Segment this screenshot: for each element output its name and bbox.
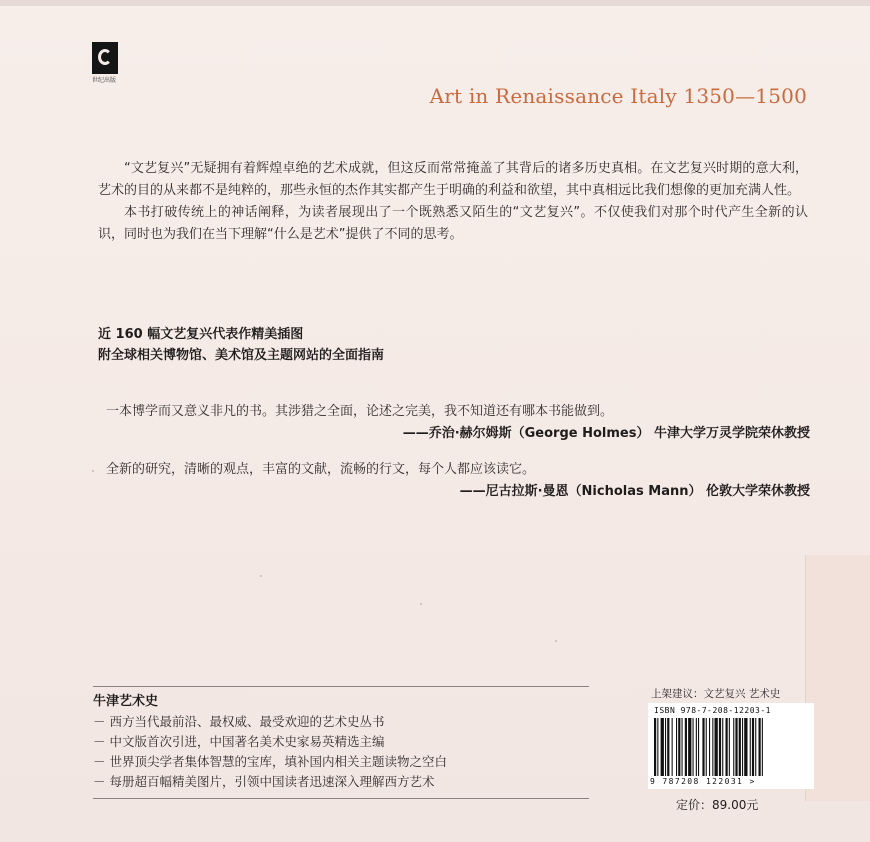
barcode-bar bbox=[735, 718, 737, 776]
barcode-icon bbox=[654, 718, 809, 776]
quote-text: 全新的研究，清晰的观点，丰富的文献，流畅的行文，每个人都应该读它。 bbox=[106, 462, 536, 477]
barcode-bar bbox=[654, 718, 656, 776]
quote-text: 一本博学而又意义非凡的书。其涉猎之全面，论述之完美，我不知道还有哪本书能做到。 bbox=[106, 404, 614, 419]
barcode-bar bbox=[712, 718, 713, 776]
series-item: － 中文版首次引进，中国著名美术史家易英精选主编 bbox=[93, 734, 385, 749]
barcode-bar bbox=[755, 718, 756, 776]
cover-flap-edge bbox=[805, 555, 870, 801]
barcode-bar bbox=[682, 718, 683, 776]
barcode-bar bbox=[729, 718, 730, 776]
series-title: 牛津艺术史 bbox=[93, 694, 159, 709]
quote-attribution: ——尼古拉斯·曼恩（Nicholas Mann） 伦敦大学荣休教授 bbox=[459, 484, 810, 499]
barcode-bar bbox=[698, 718, 699, 776]
barcode-digits: 9 787208 122031 > bbox=[650, 777, 756, 786]
barcode-bar bbox=[688, 718, 691, 776]
barcode-bar bbox=[739, 718, 741, 776]
barcode-bar bbox=[722, 718, 723, 776]
barcode-bar bbox=[706, 718, 707, 776]
barcode-bar bbox=[744, 718, 747, 776]
barcode-bar bbox=[685, 718, 687, 776]
review-quote-2 bbox=[98, 459, 810, 503]
feature-2: 附全球相关博物馆、美术馆及主题网站的全面指南 bbox=[98, 348, 385, 363]
barcode-bar bbox=[719, 718, 721, 776]
feature-1: 近 160 幅文艺复兴代表作精美插图 bbox=[98, 327, 304, 342]
barcode-bar bbox=[762, 718, 763, 776]
barcode-bar bbox=[709, 718, 710, 776]
barcode-bar bbox=[715, 718, 718, 776]
barcode-bar bbox=[742, 718, 743, 776]
intro-paragraph-2: 本书打破传统上的神话阐释，为读者展现出了一个既熟悉又陌生的“文艺复兴”。不仅使我们对那个时代产生全新的认识，同时也为我们在当下理解“什么是艺术”提供了不同的思考。 bbox=[98, 205, 808, 242]
barcode-bar bbox=[667, 718, 669, 776]
price: 定价：89.00元 bbox=[676, 798, 759, 812]
top-strip bbox=[0, 0, 870, 6]
barcode-bar bbox=[693, 718, 694, 776]
publisher-logo-icon bbox=[92, 42, 118, 74]
barcode-bar bbox=[752, 718, 754, 776]
barcode-bar bbox=[657, 718, 658, 776]
series-item: － 西方当代最前沿、最权威、最受欢迎的艺术史丛书 bbox=[93, 714, 385, 729]
barcode-bar bbox=[733, 718, 734, 776]
quote-attribution: ——乔治·赫尔姆斯（George Holmes） 牛津大学万灵学院荣休教授 bbox=[402, 426, 810, 441]
paper-speck bbox=[555, 640, 557, 642]
book-title: Art in Renaissance Italy 1350—1500 bbox=[429, 84, 807, 108]
series-item: － 世界顶尖学者集体智慧的宝库，填补国内相关主题读物之空白 bbox=[93, 754, 447, 769]
paper-speck bbox=[420, 603, 422, 605]
intro-text bbox=[98, 158, 808, 246]
barcode-bar bbox=[661, 718, 664, 776]
barcode-bar bbox=[702, 718, 704, 776]
shelf-suggestion: 上架建议：文艺复兴 艺术史 bbox=[651, 688, 781, 700]
barcode-bar bbox=[696, 718, 697, 776]
review-quote-1 bbox=[98, 401, 810, 445]
isbn-text: ISBN 978-7-208-12203-1 bbox=[654, 706, 771, 715]
publisher-logo-text: 世纪出版 bbox=[92, 77, 117, 84]
barcode-bar bbox=[672, 718, 673, 776]
barcode-bar bbox=[676, 718, 677, 776]
barcode-bar bbox=[759, 718, 761, 776]
paper-speck bbox=[92, 470, 94, 472]
barcode-bar bbox=[665, 718, 666, 776]
paper-speck bbox=[260, 575, 262, 577]
barcode-bar bbox=[750, 718, 751, 776]
barcode-area bbox=[648, 703, 814, 789]
barcode-bar bbox=[678, 718, 680, 776]
feature-list bbox=[98, 324, 698, 366]
series-box bbox=[93, 686, 589, 799]
series-item: － 每册超百幅精美图片，引领中国读者迅速深入理解西方艺术 bbox=[93, 774, 435, 789]
intro-paragraph-1: “文艺复兴”无疑拥有着辉煌卓绝的艺术成就，但这反而常常掩盖了其背后的诸多历史真相。在文艺复兴时期的意大利，艺术的目的从来都不是纯粹的，那些永恒的杰作其实都产生于明确的利益和欲望，其中真相远比我们想像的更加充满人性。 bbox=[98, 161, 808, 198]
barcode-bar bbox=[726, 718, 728, 776]
